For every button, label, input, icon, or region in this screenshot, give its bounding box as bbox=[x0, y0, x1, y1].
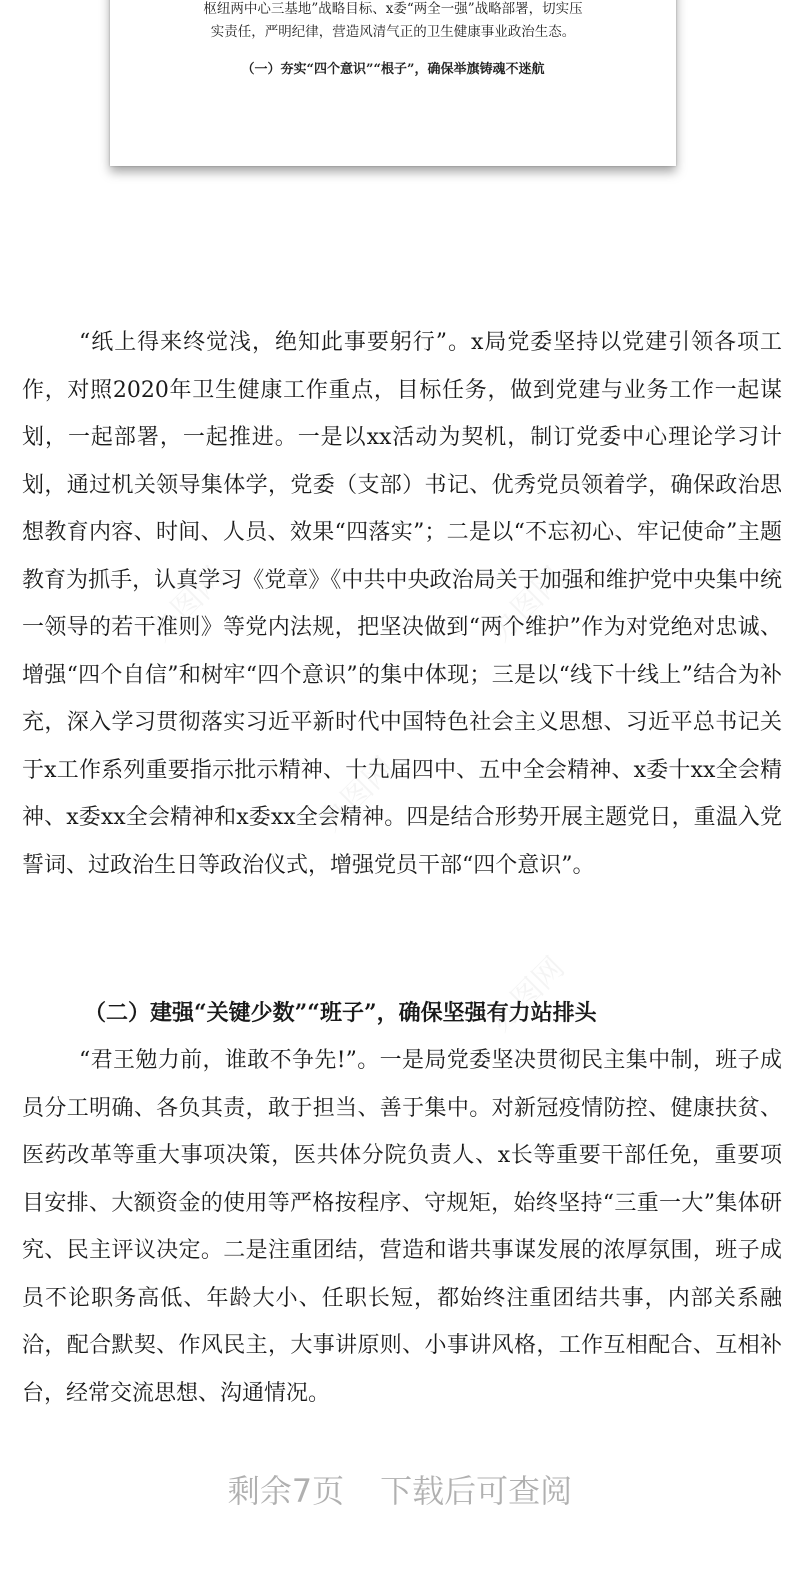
download-to-view-label[interactable]: 下载后可查阅 bbox=[380, 1472, 573, 1510]
page-preview-card bbox=[110, 0, 676, 166]
section-1-body bbox=[22, 319, 782, 889]
remaining-pages-label: 剩余7页 bbox=[227, 1472, 345, 1510]
section-2-body bbox=[22, 1037, 782, 1421]
card-text-line-2: 实责任，严明纪律，营造风清气正的卫生健康事业政治生态。 bbox=[210, 24, 576, 40]
section-2-paragraph: “君王勉力前，谁敢不争先!”。一是局党委坚决贯彻民主集中制，班子成员分工明确、各负其责，敢于担当、善于集中。对新冠疫情防控、健康扶贫、医药改革等重大事项决策，医共体分院负责人、x长等重要干部任免，重要项目安排、大额资金的使用等严格按程序、守规矩，始终坚持“三重一大”集体研究、民主评议决定。二是注重团结，营造和谐共事谋发展的浓厚氛围，班子成员不论职务高低、年龄大小、任职长短，都始终注重团结共事，内部关系融洽，配合默契、作风民主，大事讲原则、小事讲风格，工作互相配合、互相补台，经常交流思想、沟通情况。 bbox=[22, 1048, 782, 1406]
section-1-paragraph: “纸上得来终觉浅，绝知此事要躬行”。x局党委坚持以党建引领各项工作，对照2020年卫生健康工作重点，目标任务，做到党建与业务工作一起谋划，一起部署，一起推进。一是以xx活动为契机，制订党委中心理论学习计划，通过机关领导集体学，党委（支部）书记、优秀党员领着学，确保政治思想教育内容、时间、人员、效果“四落实”；二是以“不忘初心、牢记使命”主题教育为抓手，认真学习《党章》《中共中央政治局关于加强和维护党中央集中统一领导的若干准则》等党内法规，把坚决做到“两个维护”作为对党绝对忠诚、增强“四个自信”和树牢“四个意识”的集中体现；三是以“线下十线上”结合为补充，深入学习贯彻落实习近平新时代中国特色社会主义思想、习近平总书记关于x工作系列重要指示批示精神、十九届四中、五中全会精神、x委十xx全会精神、x委xx全会精神和x委xx全会精神。四是结合形势开展主题党日，重温入党誓词、过政治生日等政治仪式，增强党员干部“四个意识”。 bbox=[22, 330, 782, 878]
download-prompt[interactable] bbox=[0, 1466, 800, 1512]
watermark: 办图网 bbox=[483, 560, 572, 649]
watermark: 办图网 bbox=[483, 950, 572, 1039]
watermark: 办图网 bbox=[143, 560, 232, 649]
watermark: 办图网 bbox=[313, 750, 402, 839]
section-2-heading: （二）建强“关键少数”“班子”，确保坚强有力站排头 bbox=[84, 1000, 597, 1026]
card-heading: （一）夯实“四个意识”“根子”，确保举旗铸魂不迷航 bbox=[241, 62, 545, 77]
card-text-line-1: 枢纽两中心三基地”战略目标、x委“两全一强”战略部署，切实压 bbox=[203, 1, 583, 17]
